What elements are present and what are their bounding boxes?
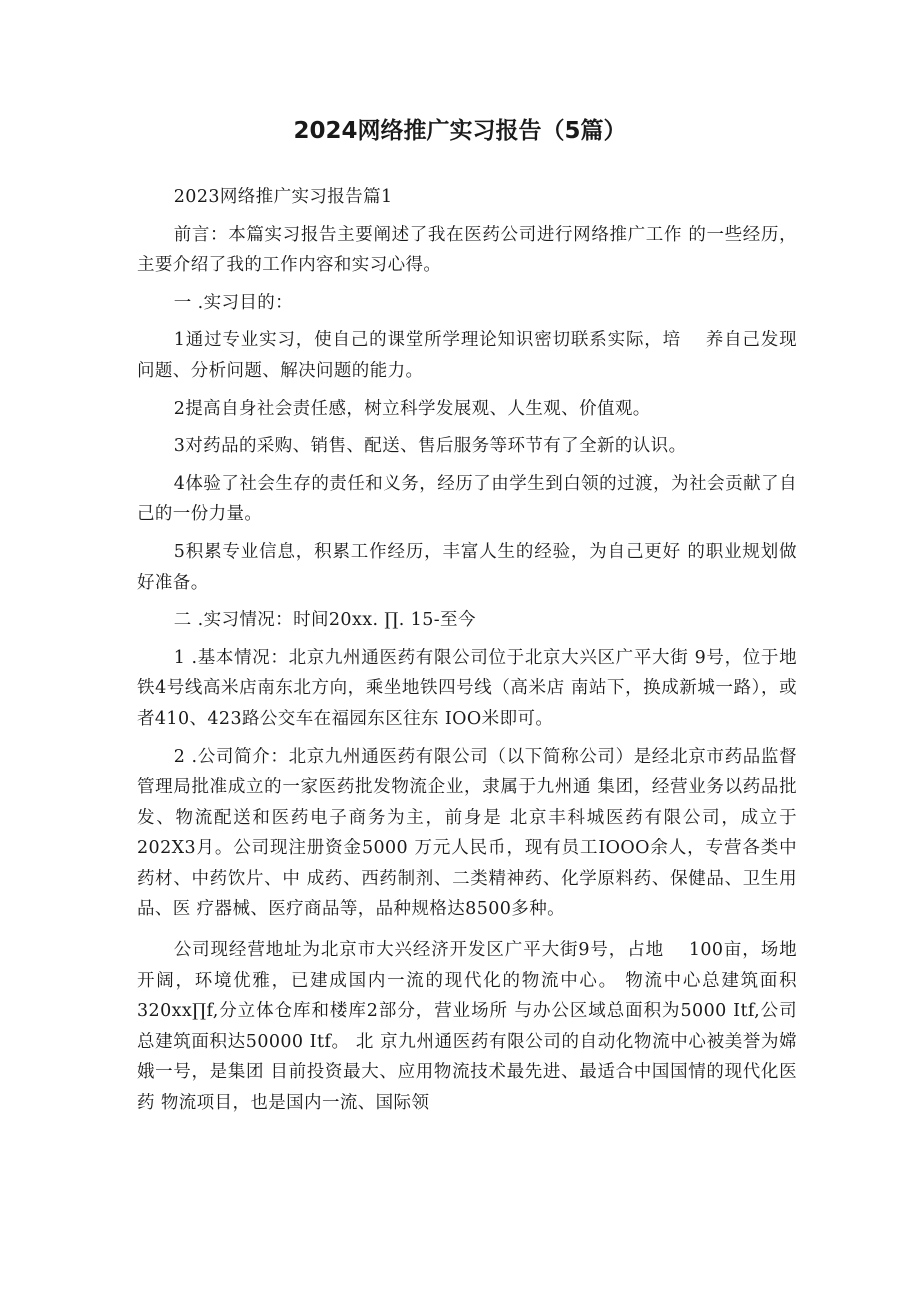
paragraph-company-address: 公司现经营地址为北京市大兴经济开发区广平大街9号，占地 100亩，场地开阔，环境优雅，已建成国内一流的现代化的物流中心。 物流中心总建筑面积320xx∏f,分立体仓库和楼库2部分，营业场所 与办公区域总面积为5000 Itf,公司总建筑面积达50000 Itf。 北 京九州通医药有限公司的自动化物流中心被美誉为嫦娥一号，是集团 目前投资最大、应用物流技术最先进、最适合中国国情的现代化医药 物流项目，也是国内一流、国际领 — [137, 940, 797, 1114]
paragraph-purpose-2: 2提高自身社会责任感，树立科学发展观、人生观、价值观。 — [173, 398, 651, 419]
paragraph-purpose-1: 1通过专业实习，使自己的课堂所学理论知识密切联系实际，培 养自己发现问题、分析问题、解决问题的能力。 — [137, 330, 797, 381]
paragraph-preface: 前言：本篇实习报告主要阐述了我在医药公司进行网络推广工作 的一些经历，主要介绍了我的工作内容和实习心得。 — [137, 224, 797, 276]
section-heading-situation: 二 .实习情况：时间20xx. ∏. 15-至今 — [173, 610, 476, 631]
section-heading: 2023网络推广实习报告篇1 — [173, 187, 393, 207]
document-body — [137, 182, 797, 1126]
paragraph-basic-info: 1 .基本情况：北京九州通医药有限公司位于北京大兴区广平大街 9号，位于地铁4号线高米店南东北方向，乘坐地铁四号线（高米店 南站下，换成新城一路），或者410、423路公交车在福园东区往东 IOO米即可。 — [137, 647, 797, 729]
section-heading-purpose: 一 .实习目的： — [173, 292, 294, 313]
paragraph-purpose-5: 5积累专业信息，积累工作经历，丰富人生的经验，为自己更好 的职业规划做好准备。 — [137, 541, 797, 593]
paragraph-purpose-3: 3对药品的采购、销售、配送、售后服务等环节有了全新的认识。 — [173, 436, 687, 457]
paragraph-company-intro: 2 .公司简介：北京九州通医药有限公司（以下简称公司）是经北京市药品监督管理局批准成立的一家医药批发物流企业，隶属于九州通 集团，经营业务以药品批发、物流配送和医药电子商务为主，前身是 北京丰科城医药有限公司，成立于202X3月。公司现注册资金5000 万元人民币，现有员工IOOO余人，专营各类中药材、中药饮片、中 成药、西药制剂、二类精神药、化学原料药、保健品、卫生用品、医 疗器械、医疗商品等，品种规格达8500多种。 — [137, 746, 797, 920]
paragraph-purpose-4: 4体验了社会生存的责任和义务，经历了由学生到白领的过渡，为社会贡献了自己的一份力量。 — [137, 473, 797, 525]
document-title: 2024网络推广实习报告（5篇） — [293, 118, 627, 144]
